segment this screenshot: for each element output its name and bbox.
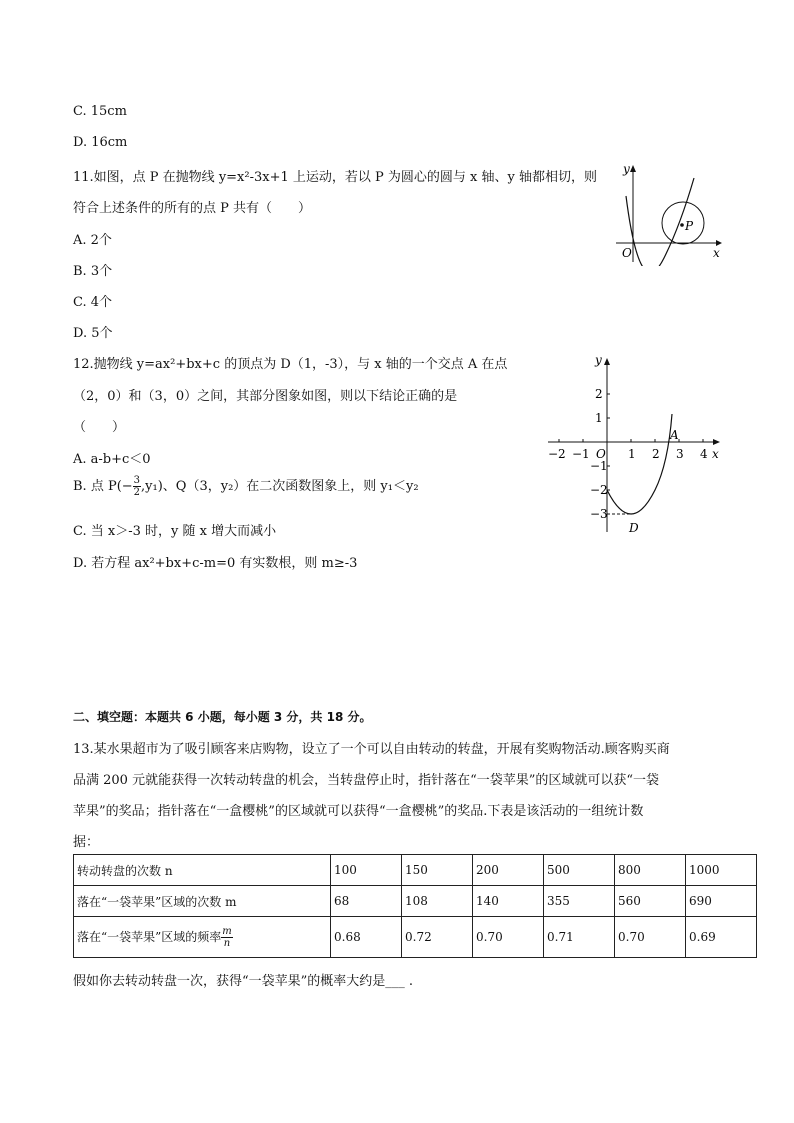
q12-option-b [73,475,419,498]
q12-xtick-label: 2 [652,447,660,461]
table-cell: 150 [402,855,473,886]
q12-ytick-label: −2 [590,483,608,497]
q12-y-arrow [604,358,610,365]
table-row-head: 落在“一袋苹果”区域的次数 m [74,886,331,917]
table-cell: 500 [544,855,615,886]
q11-figure [608,158,726,266]
table-cell: 0.72 [402,917,473,958]
table-cell: 0.69 [686,917,757,958]
q12-stem-line3: （ ） [73,420,126,435]
table-row [74,886,757,917]
q12-option-c: C. 当 x＞-3 时，y 随 x 增大而减小 [73,524,277,539]
q12-fraction-num: 3 [133,475,141,486]
q12-label-d: D [629,521,639,535]
table-row [74,855,757,886]
q12-xtick-label: 3 [676,447,684,461]
q12-ytick-label: 1 [595,411,603,425]
table-cell: 200 [473,855,544,886]
table-cell: 355 [544,886,615,917]
q12-label-a: A [670,428,679,442]
q12-label-y: y [595,353,602,367]
q12-xtick-label: −1 [572,447,590,461]
q13-stem-line4: 据： [73,835,100,850]
table-cell: 560 [615,886,686,917]
q12-xtick-label: 4 [700,447,708,461]
q11-circle [662,202,704,244]
table-cell: 800 [615,855,686,886]
table-row-head [74,917,331,958]
q12-tick-labels [548,387,708,521]
q12-option-d: D. 若方程 ax²+bx+c-m=0 有实数根，则 m≥-3 [73,556,358,571]
q12-option-b-fraction [133,475,141,498]
q10-option-d: D. 16cm [73,135,128,150]
q11-option-a: A. 2个 [73,233,112,248]
q12-label-o: O [596,447,606,461]
q12-option-b-post: ,y₁)、Q（3，y₂）在二次函数图象上，则 y₁＜y₂ [141,479,419,494]
q13-stem-line3: 苹果”的奖品；指针落在“一盒樱桃”的区域就可以获得“一盒樱桃”的奖品.下表是该活动的一组统计数 [73,804,644,819]
q12-ytick-label: 2 [595,387,603,401]
fraction-den: n [223,937,231,949]
q12-option-a: A. a-b+c＜0 [73,452,151,467]
q13-stem-line2: 品满 200 元就能获得一次转动转盘的机会，当转盘停止时，指针落在“一袋苹果”的区域就可以获“一袋 [73,773,660,788]
q12-stem-line2: （2，0）和（3，0）之间，其部分图象如图，则以下结论正确的是 [73,389,458,404]
q12-label-x: x [712,447,719,461]
q10-option-c: C. 15cm [73,104,127,119]
q11-y-arrow [630,165,636,172]
table-cell: 108 [402,886,473,917]
q11-label-o: O [622,246,632,260]
q11-option-d: D. 5个 [73,326,113,341]
q12-ytick-label: −3 [590,507,608,521]
table-cell: 100 [331,855,402,886]
q12-x-arrow [713,439,720,445]
table-cell: 0.70 [615,917,686,958]
q13-question: 假如你去转动转盘一次，获得“一袋苹果”的概率大约是___ . [73,974,414,989]
q11-stem-line1: 11.如图，点 P 在抛物线 y=x²-3x+1 上运动，若以 P 为圆心的圆与 x 轴、y 轴都相切，则 [73,170,597,185]
q11-point-p [680,223,684,227]
table-row-head: 转动转盘的次数 n [74,855,331,886]
table-cell: 0.68 [331,917,402,958]
q11-label-p: P [685,219,694,233]
table-cell: 0.71 [544,917,615,958]
fraction-num: m [222,925,232,937]
q11-option-c: C. 4个 [73,295,113,310]
q13-stem-line1: 13.某水果超市为了吸引顾客来店购物，设立了一个可以自由转动的转盘，开展有奖购物活动.顾客购买商 [73,742,670,757]
table-cell: 690 [686,886,757,917]
q13-stats-table [73,854,757,958]
table-cell: 68 [331,886,402,917]
q12-stem-line1: 12.抛物线 y=ax²+bx+c 的顶点为 D（1，-3），与 x 轴的一个交点 A 在点 [73,357,508,372]
table-cell: 140 [473,886,544,917]
q12-xtick-label: −2 [548,447,566,461]
section-2-heading: 二、填空题：本题共 6 小题，每小题 3 分，共 18 分。 [73,710,372,724]
q12-parabola [607,414,672,514]
table-row [74,917,757,958]
q12-figure [540,348,726,538]
q12-ytick-label: −1 [590,459,608,473]
table-row-head-text: 落在“一袋苹果”区域的频率 [77,929,222,944]
table-cell: 1000 [686,855,757,886]
q11-label-x: x [713,246,720,260]
q12-xtick-label: 1 [628,447,636,461]
m-over-n-fraction [221,926,232,949]
q11-label-y: y [623,162,630,176]
q11-parabola [626,178,694,266]
q11-stem-line2: 符合上述条件的所有的点 P 共有（ ） [73,201,312,216]
q11-option-b: B. 3个 [73,264,113,279]
q12-fraction-den: 2 [133,487,141,498]
q12-option-b-pre: B. 点 P(− [73,479,133,494]
table-cell: 0.70 [473,917,544,958]
